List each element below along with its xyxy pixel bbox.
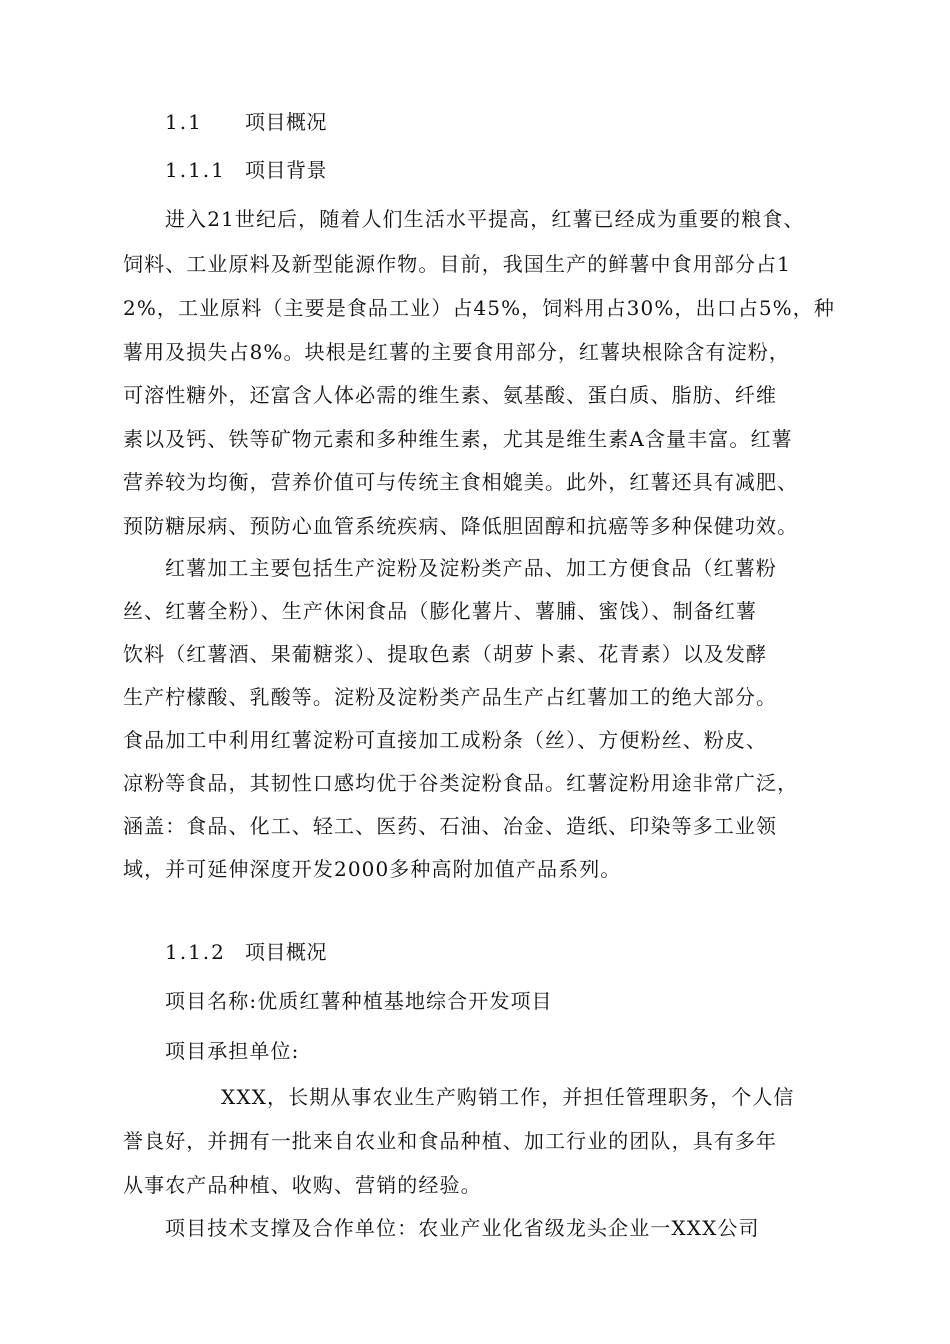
paragraph-line: 丝、红薯全粉）、生产休闲食品（膨化薯片、薯脯、蜜饯）、制备红薯	[123, 599, 758, 623]
heading-number: 1.1.2	[165, 940, 226, 964]
tech-support: 项目技术支撑及合作单位：农业产业化省级龙头企业一XXX公司	[165, 1216, 760, 1240]
paragraph-line: 饮料（红薯酒、果葡糖浆）、提取色素（胡萝卜素、花青素）以及发酵	[123, 642, 768, 666]
heading-number: 1.1	[165, 110, 203, 134]
heading-title: 项目概况	[245, 940, 327, 964]
paragraph-line: XXX，长期从事农业生产购销工作，并担任管理职务，个人信	[221, 1085, 795, 1109]
heading-number: 1.1.1	[165, 158, 226, 182]
paragraph-line: 预防糖尿病、预防心血管系统疾病、降低胆固醇和抗癌等多种保健功效。	[123, 514, 799, 538]
heading-title: 项目背景	[245, 158, 327, 182]
paragraph-line: 从事农产品种植、收购、营销的经验。	[123, 1173, 482, 1197]
paragraph-line: 饲料、工业原料及新型能源作物。目前，我国生产的鲜薯中食用部分占1	[123, 252, 791, 276]
paragraph-line: 涵盖：食品、化工、轻工、医药、石油、冶金、造纸、印染等多工业领	[123, 814, 778, 838]
undertaker-label: 项目承担单位:	[165, 1039, 300, 1063]
paragraph-line: 薯用及损失占8%。块根是红薯的主要食用部分，红薯块根除含有淀粉，	[123, 340, 790, 364]
paragraph-line: 凉粉等食品，其韧性口感均优于谷类淀粉食品。红薯淀粉用途非常广泛，	[123, 771, 799, 795]
paragraph-line: 营养较为均衡，营养价值可与传统主食相媲美。此外，红薯还具有减肥、	[123, 470, 799, 494]
paragraph-line: 红薯加工主要包括生产淀粉及淀粉类产品、加工方便食品（红薯粉	[165, 556, 777, 580]
paragraph-line: 素以及钙、铁等矿物元素和多种维生素，尤其是维生素A含量丰富。红薯	[123, 427, 793, 451]
paragraph-line: 食品加工中利用红薯淀粉可直接加工成粉条（丝）、方便粉丝、粉皮、	[123, 728, 768, 752]
heading-title: 项目概况	[245, 110, 327, 134]
paragraph-line: 域，并可延伸深度开发2000多种高附加值产品系列。	[123, 857, 622, 881]
paragraph-line: 可溶性糖外，还富含人体必需的维生素、氨基酸、蛋白质、脂肪、纤维	[123, 383, 778, 407]
paragraph-line: 进入21世纪后，随着人们生活水平提高，红薯已经成为重要的粮食、	[165, 207, 805, 231]
paragraph-line: 2%，工业原料（主要是食品工业）占45%，饲料用占30%，出口占5%，种	[123, 296, 835, 320]
paragraph-line: 生产柠檬酸、乳酸等。淀粉及淀粉类产品生产占红薯加工的绝大部分。	[123, 685, 778, 709]
heading-1-1-2	[165, 940, 327, 964]
heading-1-1	[165, 110, 327, 134]
project-name: 项目名称:优质红薯种植基地综合开发项目	[165, 989, 553, 1013]
paragraph-line: 誉良好，并拥有一批来自农业和食品种植、加工行业的团队，具有多年	[123, 1129, 778, 1153]
heading-1-1-1	[165, 158, 327, 182]
